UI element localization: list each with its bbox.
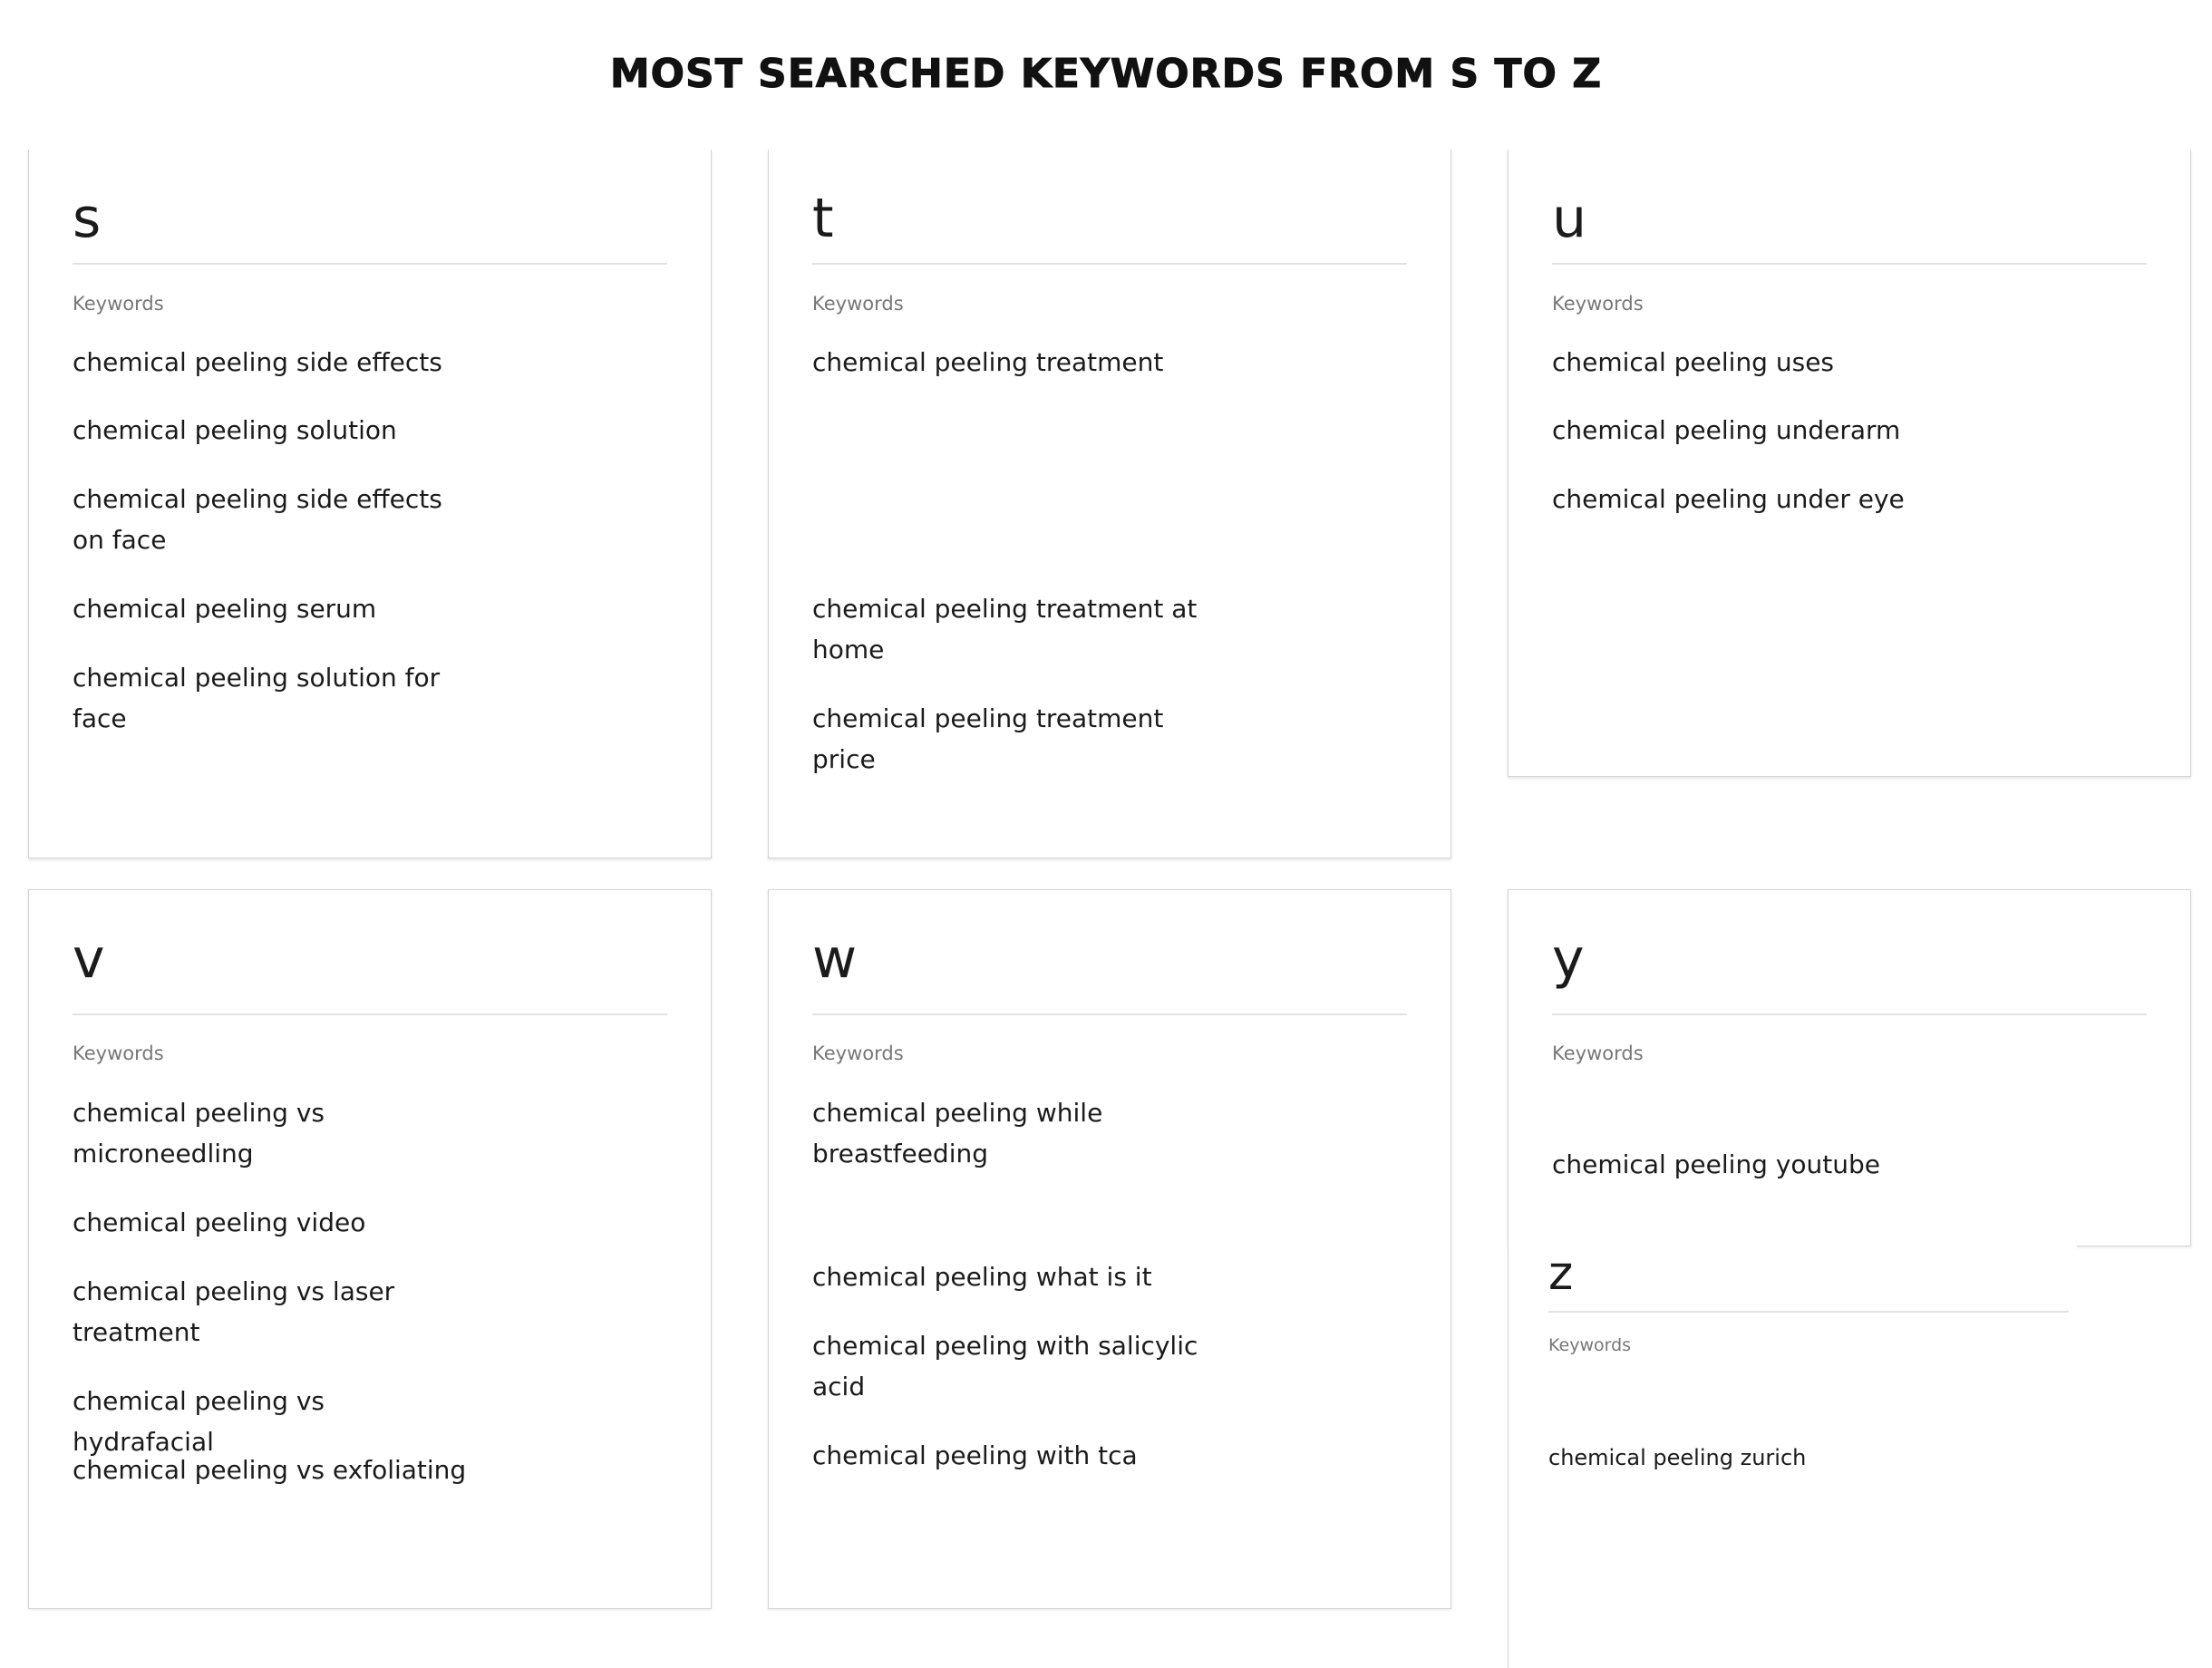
keyword-item: chemical peeling vs laser treatment xyxy=(73,1276,395,1347)
keywords-label: Keywords xyxy=(812,293,904,315)
keyword-item: chemical peeling zurich xyxy=(1548,1445,1807,1470)
divider xyxy=(1552,263,2147,265)
divider xyxy=(73,1013,667,1015)
keyword-item: chemical peeling treatment xyxy=(812,347,1164,377)
keyword-item: chemical peeling side effects xyxy=(73,347,442,377)
keyword-item: chemical peeling treatment at home xyxy=(812,594,1198,664)
keyword-item: chemical peeling with tca xyxy=(812,1440,1138,1470)
keyword-item: chemical peeling solution for face xyxy=(73,663,441,733)
card-letter: t xyxy=(812,187,834,250)
keywords-label: Keywords xyxy=(73,1042,164,1064)
card-letter: y xyxy=(1552,927,1585,991)
card-v xyxy=(28,889,712,1609)
keyword-item: chemical peeling side effects on face xyxy=(73,484,442,555)
divider xyxy=(812,263,1407,265)
keywords-label: Keywords xyxy=(1552,1042,1644,1064)
card-w xyxy=(768,889,1451,1609)
keywords-label: Keywords xyxy=(1548,1335,1632,1355)
keyword-item: chemical peeling what is it xyxy=(812,1262,1152,1292)
keyword-item: chemical peeling vs microneedling xyxy=(73,1098,325,1169)
card-letter: w xyxy=(812,927,858,991)
keyword-item: chemical peeling uses xyxy=(1552,347,1835,377)
keywords-label: Keywords xyxy=(73,293,164,315)
card-t xyxy=(768,150,1451,858)
divider xyxy=(73,263,667,265)
card-y xyxy=(1508,889,2191,1246)
card-s xyxy=(28,150,712,858)
divider xyxy=(1552,1013,2147,1015)
card-letter: z xyxy=(1548,1246,1574,1301)
divider xyxy=(812,1013,1407,1015)
divider xyxy=(1548,1311,2069,1313)
keyword-item: chemical peeling treatment price xyxy=(812,703,1164,774)
card-letter: v xyxy=(73,927,105,991)
keyword-item: chemical peeling vs hydrafacial xyxy=(73,1386,325,1457)
keyword-item: chemical peeling vs exfoliating xyxy=(73,1455,467,1485)
keyword-item: chemical peeling serum xyxy=(73,594,377,624)
card-u xyxy=(1508,150,2191,777)
keyword-item: chemical peeling youtube xyxy=(1552,1149,1881,1179)
keywords-label: Keywords xyxy=(1552,293,1644,315)
card-z xyxy=(1508,1203,2077,1668)
card-letter: s xyxy=(73,187,102,250)
keyword-item: chemical peeling while breastfeeding xyxy=(812,1098,1103,1169)
keyword-item: chemical peeling underarm xyxy=(1552,415,1901,445)
keyword-item: chemical peeling under eye xyxy=(1552,484,1905,514)
page-title: MOST SEARCHED KEYWORDS FROM S TO Z xyxy=(609,51,1603,97)
keyword-item: chemical peeling video xyxy=(73,1207,366,1237)
keywords-label: Keywords xyxy=(812,1042,904,1064)
keyword-item: chemical peeling with salicylic acid xyxy=(812,1331,1198,1401)
keyword-item: chemical peeling solution xyxy=(73,415,397,445)
card-letter: u xyxy=(1552,187,1587,250)
